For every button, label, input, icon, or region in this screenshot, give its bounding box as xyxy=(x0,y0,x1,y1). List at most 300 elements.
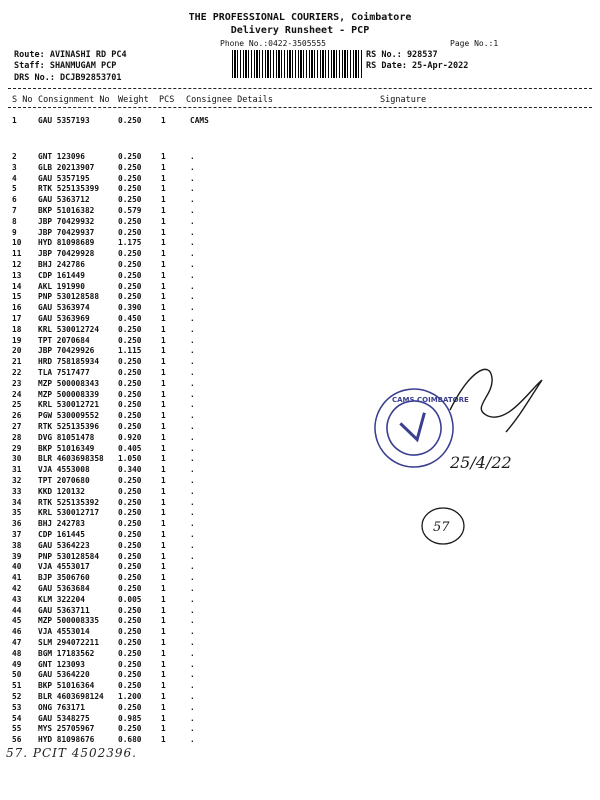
row-consignee: . xyxy=(190,486,195,496)
row-consignee: . xyxy=(190,281,195,291)
row-pcs: 1 xyxy=(161,692,166,701)
row-consignment: KRL 530012721 xyxy=(38,400,100,410)
row-pcs: 1 xyxy=(161,443,166,453)
table-row xyxy=(0,174,600,185)
row-consignment: HYD 81098689 xyxy=(38,238,95,248)
col-consignee: Consignee Details xyxy=(186,95,273,105)
drs-number: DRS No.: DCJB92853701 xyxy=(14,73,122,83)
phone-number: Phone No.:0422-3505555 xyxy=(220,39,326,48)
table-row xyxy=(0,325,600,336)
row-sno: 50 xyxy=(12,670,22,680)
row-sno: 21 xyxy=(12,357,22,367)
page-number: Page No.:1 xyxy=(450,39,499,48)
row-sno: 38 xyxy=(12,540,22,550)
row-sno: 46 xyxy=(12,627,22,637)
row-consignee: . xyxy=(190,173,195,183)
table-row xyxy=(0,292,600,303)
row-weight: 0.250 xyxy=(118,216,142,226)
row-consignment: JBP 70429937 xyxy=(38,227,95,237)
row-weight: 0.250 xyxy=(118,648,142,658)
row-consignee: . xyxy=(190,227,195,237)
row-consignee: . xyxy=(190,584,195,593)
row-pcs: 1 xyxy=(161,735,166,745)
company-title: THE PROFESSIONAL COURIERS, Coimbatore xyxy=(188,12,412,23)
table-row xyxy=(0,228,600,239)
table-row xyxy=(0,584,600,595)
row-consignment: HYD 81098676 xyxy=(38,735,95,745)
row-sno: 25 xyxy=(12,400,22,410)
row-sno: 43 xyxy=(12,594,22,604)
row-weight: 0.250 xyxy=(118,270,142,280)
row-sno: 24 xyxy=(12,389,22,399)
row-pcs: 1 xyxy=(161,227,166,237)
row-pcs: 1 xyxy=(161,216,166,226)
row-consignment: MZP 500008343 xyxy=(38,378,100,388)
row-consignment: KRL 530012724 xyxy=(38,324,100,334)
table-row xyxy=(0,724,600,735)
row-consignee: . xyxy=(190,400,195,410)
row-consignee: . xyxy=(190,162,195,172)
row-weight: 0.920 xyxy=(118,432,142,442)
row-consignment: MZP 500008339 xyxy=(38,389,100,399)
row-sno: 16 xyxy=(12,303,22,313)
row-consignment: GNT 123093 xyxy=(38,659,85,669)
row-sno: 51 xyxy=(12,681,22,691)
row-sno: 13 xyxy=(12,270,22,280)
row-consignment: CDP 161445 xyxy=(38,530,85,539)
row-consignment: GLB 20213907 xyxy=(38,162,95,172)
table-row xyxy=(0,206,600,217)
row-consignee: . xyxy=(190,152,195,161)
row-consignment: RTK 525135399 xyxy=(38,184,100,194)
row-consignee: . xyxy=(190,540,195,550)
row-pcs: 1 xyxy=(161,173,166,183)
row-pcs: 1 xyxy=(161,260,166,269)
row-sno: 33 xyxy=(12,486,22,496)
row-consignee: . xyxy=(190,724,195,734)
row-weight: 0.250 xyxy=(118,530,142,539)
row-weight: 0.250 xyxy=(118,260,142,269)
row-weight: 0.405 xyxy=(118,443,142,453)
col-signature: Signature xyxy=(380,95,427,105)
row-weight: 1.050 xyxy=(118,454,142,464)
row-consignment: BGM 17183562 xyxy=(38,648,95,658)
row-weight: 0.250 xyxy=(118,627,142,637)
row-pcs: 1 xyxy=(161,378,166,388)
row-pcs: 1 xyxy=(161,346,166,356)
row-pcs: 1 xyxy=(161,411,166,421)
row-consignee: . xyxy=(190,184,195,194)
row-consignee: . xyxy=(190,368,195,377)
row-pcs: 1 xyxy=(161,357,166,367)
row-consignment: KRL 530012717 xyxy=(38,508,100,518)
row-pcs: 1 xyxy=(161,530,166,539)
row-consignee: . xyxy=(190,670,195,680)
row-consignment: BKP 51016364 xyxy=(38,681,95,691)
row-pcs: 1 xyxy=(161,573,166,583)
table-row xyxy=(0,282,600,293)
row-consignment: GAU 5363712 xyxy=(38,195,90,205)
table-row xyxy=(0,649,600,660)
row-consignee: . xyxy=(190,314,195,323)
row-pcs: 1 xyxy=(161,594,166,604)
row-weight: 0.250 xyxy=(118,173,142,183)
row-pcs: 1 xyxy=(161,368,166,377)
row-sno: 48 xyxy=(12,648,22,658)
row-sno: 56 xyxy=(12,735,22,745)
row-weight: 0.250 xyxy=(118,422,142,431)
row-consignment: AKL 191990 xyxy=(38,281,85,291)
table-row xyxy=(0,195,600,206)
row-consignment: TPT 2070684 xyxy=(38,335,90,345)
row-consignment: BHJ 242786 xyxy=(38,260,85,269)
row-weight: 0.450 xyxy=(118,314,142,323)
staff-label: Staff: SHANMUGAM PCP xyxy=(14,61,117,71)
row-pcs: 1 xyxy=(161,249,166,259)
row-consignee: . xyxy=(190,497,195,507)
row-consignee: . xyxy=(190,713,195,723)
row-consignee: . xyxy=(190,443,195,453)
row-weight: 0.250 xyxy=(118,540,142,550)
row-consignee: . xyxy=(190,627,195,637)
table-row xyxy=(0,627,600,638)
row-consignment: RTK 525135396 xyxy=(38,422,100,431)
row-pcs: 1 xyxy=(161,659,166,669)
table-row xyxy=(0,703,600,714)
row-weight: 0.680 xyxy=(118,735,142,745)
table-row xyxy=(0,184,600,195)
row-weight: 0.250 xyxy=(118,638,142,647)
row-pcs: 1 xyxy=(161,184,166,194)
row-consignee: . xyxy=(190,616,195,626)
row-consignee: . xyxy=(190,260,195,269)
signature-date: 25/4/22 xyxy=(450,453,512,472)
row-sno: 19 xyxy=(12,335,22,345)
table-row xyxy=(0,638,600,649)
row-weight: 0.250 xyxy=(118,476,142,485)
row-pcs: 1 xyxy=(161,702,166,712)
row-consignment: SLM 294072211 xyxy=(38,638,100,647)
row-consignment: MYS 25705967 xyxy=(38,724,95,734)
row-sno: 49 xyxy=(12,659,22,669)
barcode xyxy=(232,50,362,78)
row-consignee: . xyxy=(190,735,195,745)
row-pcs: 1 xyxy=(161,335,166,345)
table-row xyxy=(0,336,600,347)
table-row xyxy=(0,692,600,703)
table-row xyxy=(0,562,600,573)
route-label: Route: AVINASHI RD PC4 xyxy=(14,50,127,60)
handwritten-note: 57. PCIT 4502396. xyxy=(6,746,137,760)
row-consignment: GAU 5363969 xyxy=(38,314,90,323)
table-row xyxy=(0,314,600,325)
row-weight: 0.250 xyxy=(118,368,142,377)
row-consignee: . xyxy=(190,303,195,313)
row-weight: 0.005 xyxy=(118,594,142,604)
table-row xyxy=(0,616,600,627)
table-row xyxy=(0,714,600,725)
table-row xyxy=(0,152,600,163)
row-consignee: . xyxy=(190,465,195,475)
table-row xyxy=(0,606,600,617)
table-row xyxy=(0,249,600,260)
row-pcs: 1 xyxy=(161,616,166,626)
row-consignment: VJA 4553014 xyxy=(38,627,90,637)
row-sno: 20 xyxy=(12,346,22,356)
table-row xyxy=(0,552,600,563)
row-weight: 0.250 xyxy=(118,605,142,615)
row-weight: 0.250 xyxy=(118,162,142,172)
row-sno: 31 xyxy=(12,465,22,475)
table-row xyxy=(0,573,600,584)
row-sno: 18 xyxy=(12,324,22,334)
row-consignee: . xyxy=(190,422,195,431)
row-consignment: MZP 500008335 xyxy=(38,616,100,626)
row-pcs: 1 xyxy=(161,400,166,410)
table-row xyxy=(0,217,600,228)
row-sno: 7 xyxy=(12,206,17,215)
row-consignee: . xyxy=(190,692,195,701)
row-pcs: 1 xyxy=(161,605,166,615)
row-pcs: 1 xyxy=(161,432,166,442)
row-pcs: 1 xyxy=(161,454,166,464)
circled-count xyxy=(418,504,468,548)
row-consignment: BJP 3506760 xyxy=(38,573,90,583)
row-consignment: VJA 4553017 xyxy=(38,562,90,572)
row-consignee: . xyxy=(190,530,195,539)
row-sno: 34 xyxy=(12,497,22,507)
row-consignment: PNP 530128588 xyxy=(38,292,100,302)
row-consignee: . xyxy=(190,292,195,302)
row-sno: 12 xyxy=(12,260,22,269)
row-weight: 1.115 xyxy=(118,346,142,356)
row-weight: 0.250 xyxy=(118,400,142,410)
row-consignment: BHJ 242783 xyxy=(38,519,85,529)
row-sno: 37 xyxy=(12,530,22,539)
row-pcs: 1 xyxy=(161,314,166,323)
row-consignee: . xyxy=(190,562,195,572)
row-pcs: 1 xyxy=(161,648,166,658)
row-weight: 0.250 xyxy=(118,497,142,507)
row-pcs: 1 xyxy=(161,508,166,518)
row-consignee: . xyxy=(190,216,195,226)
row-consignee: . xyxy=(190,476,195,485)
row-pcs: 1 xyxy=(161,562,166,572)
row-consignee: . xyxy=(190,335,195,345)
row-pcs: 1 xyxy=(161,638,166,647)
row-sno: 36 xyxy=(12,519,22,529)
row-consignee: . xyxy=(190,519,195,529)
row-pcs: 1 xyxy=(161,670,166,680)
row-consignee: . xyxy=(190,357,195,367)
table-row xyxy=(0,541,600,552)
row-consignee: . xyxy=(190,346,195,356)
col-weight: Weight xyxy=(118,95,149,105)
row-consignee: . xyxy=(190,206,195,215)
row-weight: 0.250 xyxy=(118,551,142,561)
row-sno: 5 xyxy=(12,184,17,194)
row-consignment: BKP 51016382 xyxy=(38,206,95,215)
row-weight: 0.250 xyxy=(118,659,142,669)
table-row xyxy=(0,260,600,271)
table-row xyxy=(0,303,600,314)
row-consignment: TPT 2070680 xyxy=(38,476,90,485)
row-weight: 0.985 xyxy=(118,713,142,723)
table-row xyxy=(0,681,600,692)
row-consignment: GAU 5357195 xyxy=(38,173,90,183)
row-sno: 3 xyxy=(12,162,17,172)
row-consignment: BKP 51016349 xyxy=(38,443,95,453)
row-consignment: BLR 4603698124 xyxy=(38,692,104,701)
row-pcs: 1 xyxy=(161,238,166,248)
row-consignee: . xyxy=(190,324,195,334)
row-consignee: . xyxy=(190,638,195,647)
row-weight: 1.200 xyxy=(118,692,142,701)
row-consignment: GAU 5364223 xyxy=(38,540,90,550)
row-consignee: . xyxy=(190,249,195,259)
row-weight: 0.250 xyxy=(118,486,142,496)
col-pcs: PCS xyxy=(159,95,175,105)
row-sno: 10 xyxy=(12,238,22,248)
table-row xyxy=(0,660,600,671)
table-row xyxy=(0,670,600,681)
row-sno: 27 xyxy=(12,422,22,431)
row-consignment: GAU 5363684 xyxy=(38,584,90,593)
row-consignee: . xyxy=(190,648,195,658)
row-consignee: . xyxy=(190,681,195,691)
row-consignment: JBP 70429932 xyxy=(38,216,95,226)
table-row xyxy=(0,530,600,541)
row-consignment: KKD 120132 xyxy=(38,486,85,496)
handwritten-signature xyxy=(430,350,560,480)
table-row xyxy=(0,271,600,282)
row-sno: 39 xyxy=(12,551,22,561)
row-consignee: . xyxy=(190,378,195,388)
row-weight: 0.250 xyxy=(118,681,142,691)
row-consignment: BLR 4603698358 xyxy=(38,454,104,464)
table-row xyxy=(0,116,600,127)
row-consignee: . xyxy=(190,551,195,561)
row-pcs: 1 xyxy=(161,270,166,280)
header-rule-top xyxy=(8,88,592,89)
row-pcs: 1 xyxy=(161,681,166,691)
row-pcs: 1 xyxy=(161,551,166,561)
row-consignment: CDP 161449 xyxy=(38,270,85,280)
row-sno: 11 xyxy=(12,249,22,259)
row-sno: 28 xyxy=(12,432,22,442)
row-sno: 53 xyxy=(12,702,22,712)
row-consignee: . xyxy=(190,702,195,712)
row-sno: 44 xyxy=(12,605,22,615)
row-sno: 6 xyxy=(12,195,17,205)
row-pcs: 1 xyxy=(161,713,166,723)
row-sno: 23 xyxy=(12,378,22,388)
row-consignment: GAU 5364220 xyxy=(38,670,90,680)
row-weight: 0.579 xyxy=(118,206,142,215)
row-consignment: KLM 322204 xyxy=(38,594,85,604)
table-row xyxy=(0,595,600,606)
row-consignment: PNP 530128584 xyxy=(38,551,100,561)
row-pcs: 1 xyxy=(161,627,166,637)
row-weight: 0.250 xyxy=(118,324,142,334)
row-weight: 0.250 xyxy=(118,249,142,259)
row-consignee: . xyxy=(190,270,195,280)
row-weight: 0.250 xyxy=(118,184,142,194)
row-sno: 52 xyxy=(12,692,22,701)
row-consignment: RTK 525135392 xyxy=(38,497,100,507)
row-sno: 42 xyxy=(12,584,22,593)
row-pcs: 1 xyxy=(161,540,166,550)
row-weight: 0.250 xyxy=(118,702,142,712)
row-consignment: GAU 5348275 xyxy=(38,713,90,723)
table-row xyxy=(0,163,600,174)
runsheet-subtitle: Delivery Runsheet - PCP xyxy=(230,25,370,36)
row-sno: 35 xyxy=(12,508,22,518)
row-consignee: . xyxy=(190,573,195,583)
row-weight: 0.250 xyxy=(118,724,142,734)
row-sno: 22 xyxy=(12,368,22,377)
row-weight: 0.250 xyxy=(118,519,142,529)
row-weight: 0.250 xyxy=(118,195,142,205)
row-consignee: . xyxy=(190,238,195,248)
row-sno: 9 xyxy=(12,227,17,237)
row-weight: 0.250 xyxy=(118,378,142,388)
row-sno: 26 xyxy=(12,411,22,421)
row-consignee: . xyxy=(190,659,195,669)
row-consignment: GNT 123096 xyxy=(38,152,85,161)
row-sno: 40 xyxy=(12,562,22,572)
table-row xyxy=(0,519,600,530)
row-consignee: CAMS xyxy=(190,116,209,125)
row-weight: 0.250 xyxy=(118,562,142,572)
row-weight: 0.250 xyxy=(118,335,142,345)
row-sno: 8 xyxy=(12,216,17,226)
row-consignment: JBP 70429928 xyxy=(38,249,95,259)
row-pcs: 1 xyxy=(161,324,166,334)
row-sno: 47 xyxy=(12,638,22,647)
col-sno: S No xyxy=(12,95,33,105)
table-row xyxy=(0,735,600,746)
row-weight: 0.250 xyxy=(118,616,142,626)
header-rule-bottom xyxy=(8,107,592,108)
row-sno: 41 xyxy=(12,573,22,583)
row-weight: 1.175 xyxy=(118,238,142,248)
table-row xyxy=(0,487,600,498)
row-pcs: 1 xyxy=(161,584,166,593)
row-sno: 30 xyxy=(12,454,22,464)
row-pcs: 1 xyxy=(161,465,166,475)
row-sno: 54 xyxy=(12,713,22,723)
row-sno: 55 xyxy=(12,724,22,734)
row-consignment: GAU 5363974 xyxy=(38,303,90,313)
row-sno: 4 xyxy=(12,173,17,183)
col-consignment: Consignment No xyxy=(38,95,110,105)
row-consignee: . xyxy=(190,605,195,615)
row-consignment: VJA 4553008 xyxy=(38,465,90,475)
circled-count-text: 57 xyxy=(433,520,450,535)
row-weight: 0.250 xyxy=(118,227,142,237)
row-consignee: . xyxy=(190,454,195,464)
row-consignment: ONG 763171 xyxy=(38,702,85,712)
row-weight: 0.250 xyxy=(118,389,142,399)
row-pcs: 1 xyxy=(161,519,166,529)
table-row xyxy=(0,498,600,509)
row-consignee: . xyxy=(190,389,195,399)
row-weight: 0.250 xyxy=(118,116,142,125)
rs-number: RS No.: 928537 xyxy=(366,50,438,60)
row-sno: 32 xyxy=(12,476,22,485)
row-pcs: 1 xyxy=(161,389,166,399)
